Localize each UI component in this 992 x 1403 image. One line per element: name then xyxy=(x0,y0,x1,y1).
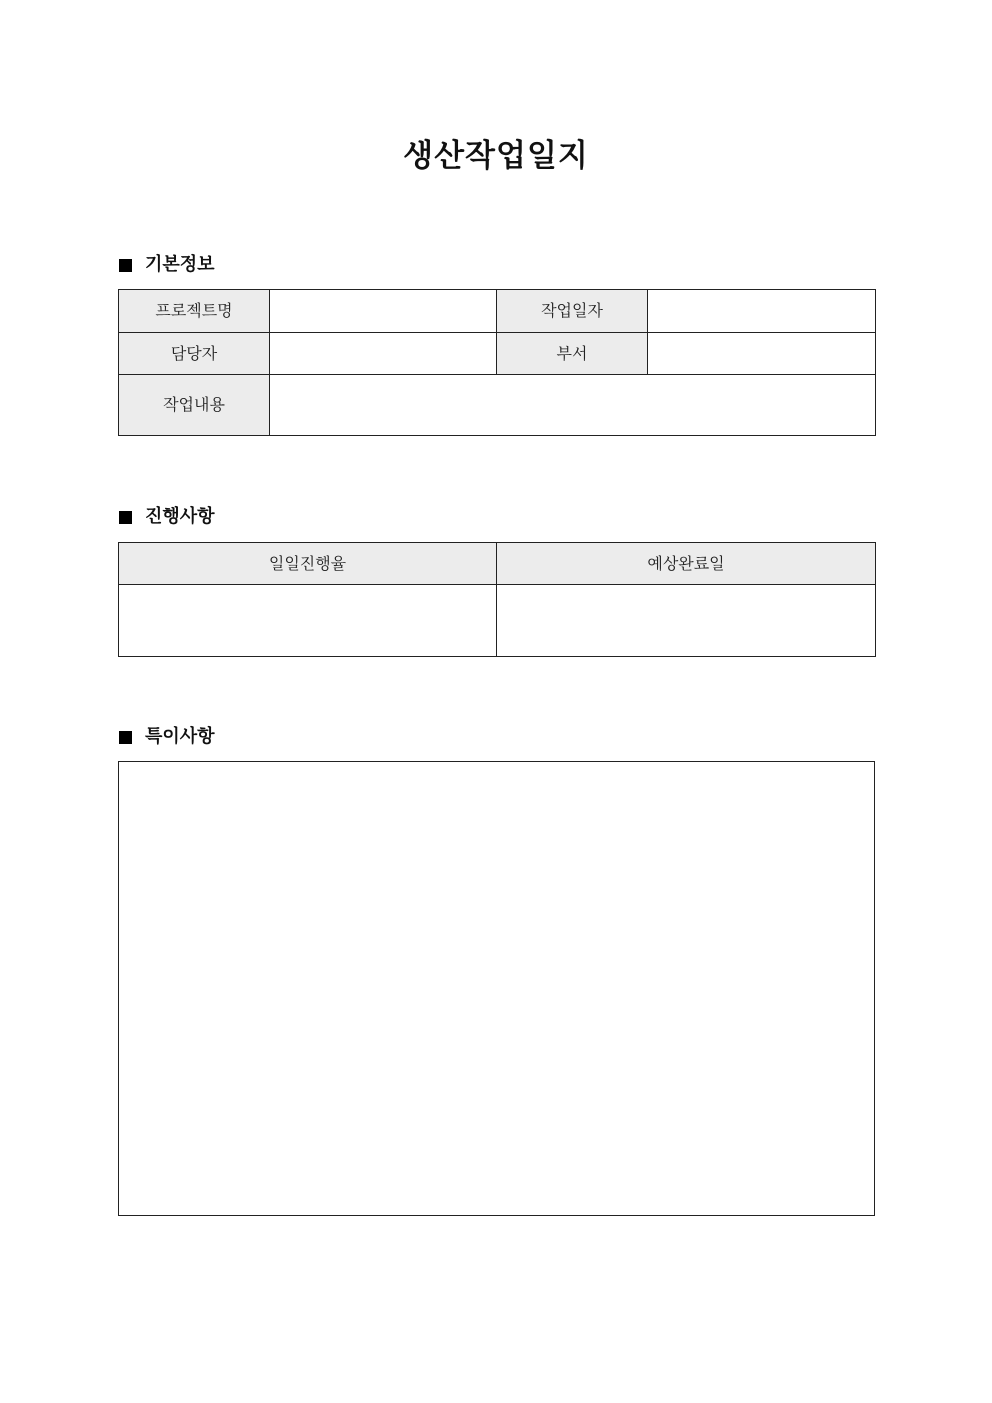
progress-table xyxy=(118,542,876,657)
table-row xyxy=(119,543,876,585)
manager-label: 담당자 xyxy=(119,333,270,375)
work-content-label: 작업내용 xyxy=(119,375,270,436)
black-square-icon xyxy=(119,511,132,524)
page-title: 생산작업일지 xyxy=(403,138,589,174)
manager-field[interactable] xyxy=(270,333,497,375)
expected-completion-field[interactable] xyxy=(497,585,876,657)
section-heading-progress xyxy=(119,505,215,529)
black-square-icon xyxy=(119,259,132,272)
work-date-label: 작업일자 xyxy=(497,290,648,333)
table-row xyxy=(119,585,876,657)
section-heading-label: 특이사항 xyxy=(145,726,215,747)
section-heading-notes xyxy=(119,725,215,749)
daily-progress-field[interactable] xyxy=(119,585,497,657)
notes-field[interactable] xyxy=(118,761,875,1216)
table-row xyxy=(119,375,876,436)
black-square-icon xyxy=(119,731,132,744)
table-row xyxy=(119,290,876,333)
section-heading-basic-info xyxy=(119,253,215,277)
department-label: 부서 xyxy=(497,333,648,375)
project-name-label: 프로젝트명 xyxy=(119,290,270,333)
section-heading-label: 진행사항 xyxy=(145,506,215,527)
work-date-field[interactable] xyxy=(648,290,876,333)
work-content-field[interactable] xyxy=(270,375,876,436)
basic-info-table xyxy=(118,289,876,436)
project-name-field[interactable] xyxy=(270,290,497,333)
table-row xyxy=(119,333,876,375)
daily-progress-label: 일일진행율 xyxy=(119,543,497,585)
expected-completion-label: 예상완료일 xyxy=(497,543,876,585)
section-heading-label: 기본정보 xyxy=(145,254,215,275)
department-field[interactable] xyxy=(648,333,876,375)
